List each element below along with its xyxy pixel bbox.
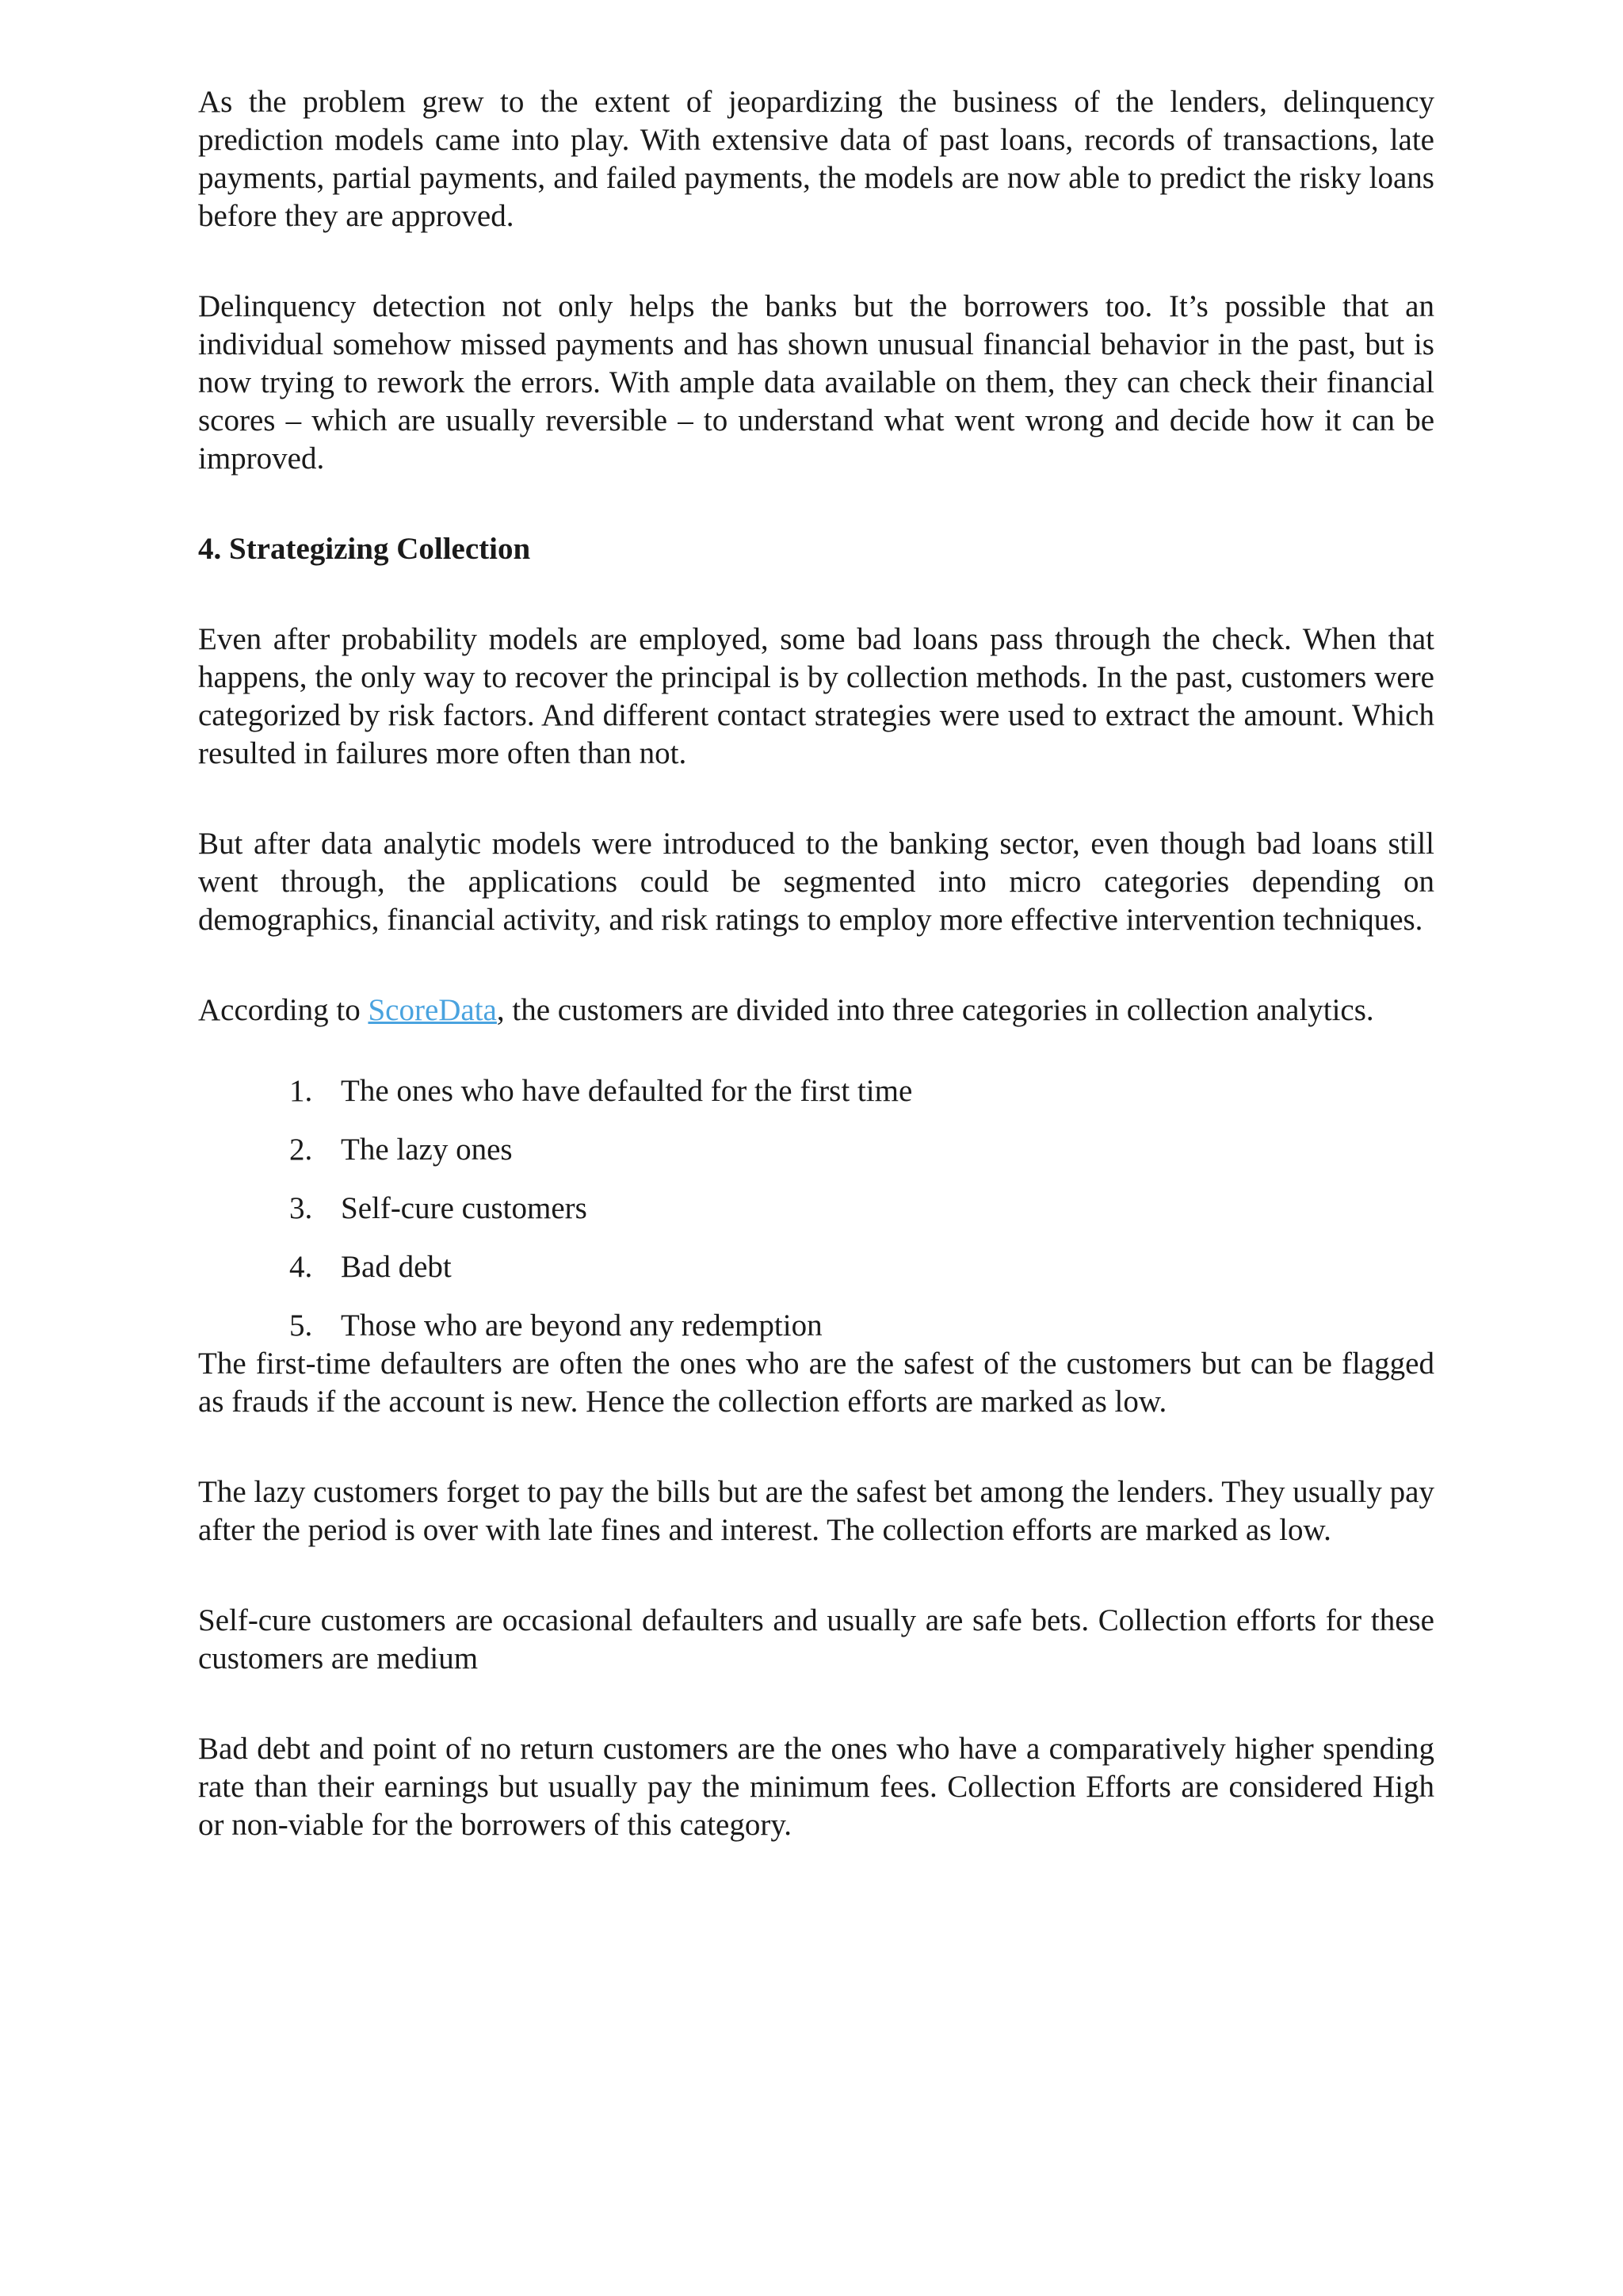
paragraph-delinquency-detection: Delinquency detection not only helps the banks but the borrowers too. It’s possible that an individual somehow missed payments and has shown unusual financial behavior in the past, but is now trying to rework the errors. With ample data available on them, they can check their financial scores – which are usually reversible – to understand what went wrong and decide how it can be improved. (198, 289, 1434, 476)
list-item (198, 1072, 1434, 1110)
list-item (198, 1307, 1434, 1345)
according-prefix: According to (198, 993, 369, 1027)
list-number: 4. (289, 1250, 313, 1284)
paragraph-probability-models: Even after probability models are employed, some bad loans pass through the check. When that happens, the only way to recover the principal is by collection methods. In the past, customers were categorized by risk factors. And different contact strategies were used to extract the amount. Which resulted in failures more often than not. (198, 622, 1434, 770)
list-item (198, 1190, 1434, 1228)
list-item-text: Self-cure customers (341, 1191, 587, 1225)
paragraph-data-analytic-models: But after data analytic models were introduced to the banking sector, even though bad loans still went through, the applications could be segmented into micro categories depending on demographics, financial activity, and risk ratings to employ more effective intervention techniques. (198, 827, 1434, 937)
paragraph-bad-debt: Bad debt and point of no return customers are the ones who have a comparatively higher spending rate than their earnings but usually pay the minimum fees. Collection Efforts are considered High or non-viable for the borrowers of this category. (198, 1732, 1434, 1842)
paragraph-first-time-defaulters: The first-time defaulters are often the ones who are the safest of the customers but can be flagged as frauds if the account is new. Hence the collection efforts are marked as low. (198, 1347, 1434, 1419)
list-number: 3. (289, 1191, 313, 1225)
list-item (198, 1131, 1434, 1169)
document-page (198, 83, 1434, 1897)
paragraph-lazy-customers: The lazy customers forget to pay the bills but are the safest bet among the lenders. They usually pay after the period is over with late fines and interest. The collection efforts are marked as low. (198, 1475, 1434, 1547)
paragraph-self-cure-customers: Self-cure customers are occasional defaulters and usually are safe bets. Collection efforts for these customers are medium (198, 1603, 1434, 1675)
list-number: 2. (289, 1133, 313, 1167)
list-number: 5. (289, 1308, 313, 1343)
categories-list (198, 1072, 1434, 1345)
list-number: 1. (289, 1074, 313, 1108)
list-item-text: Bad debt (341, 1250, 452, 1284)
list-item-text: Those who are beyond any redemption (341, 1308, 823, 1343)
list-item-text: The ones who have defaulted for the first time (341, 1074, 913, 1108)
paragraph-delinquency-models: As the problem grew to the extent of jeopardizing the business of the lenders, delinquency prediction models came into play. With extensive data of past loans, records of transactions, late payments, partial payments, and failed payments, the models are now able to predict the risky loans before they are approved. (198, 85, 1434, 233)
according-suffix: , the customers are divided into three categories in collection analytics. (496, 993, 1374, 1027)
scoredata-link[interactable]: ScoreData (368, 993, 497, 1027)
paragraph-according-scoredata (198, 991, 1434, 1030)
list-item (198, 1248, 1434, 1286)
list-item-text: The lazy ones (341, 1133, 513, 1167)
section-heading: 4. Strategizing Collection (198, 532, 531, 566)
